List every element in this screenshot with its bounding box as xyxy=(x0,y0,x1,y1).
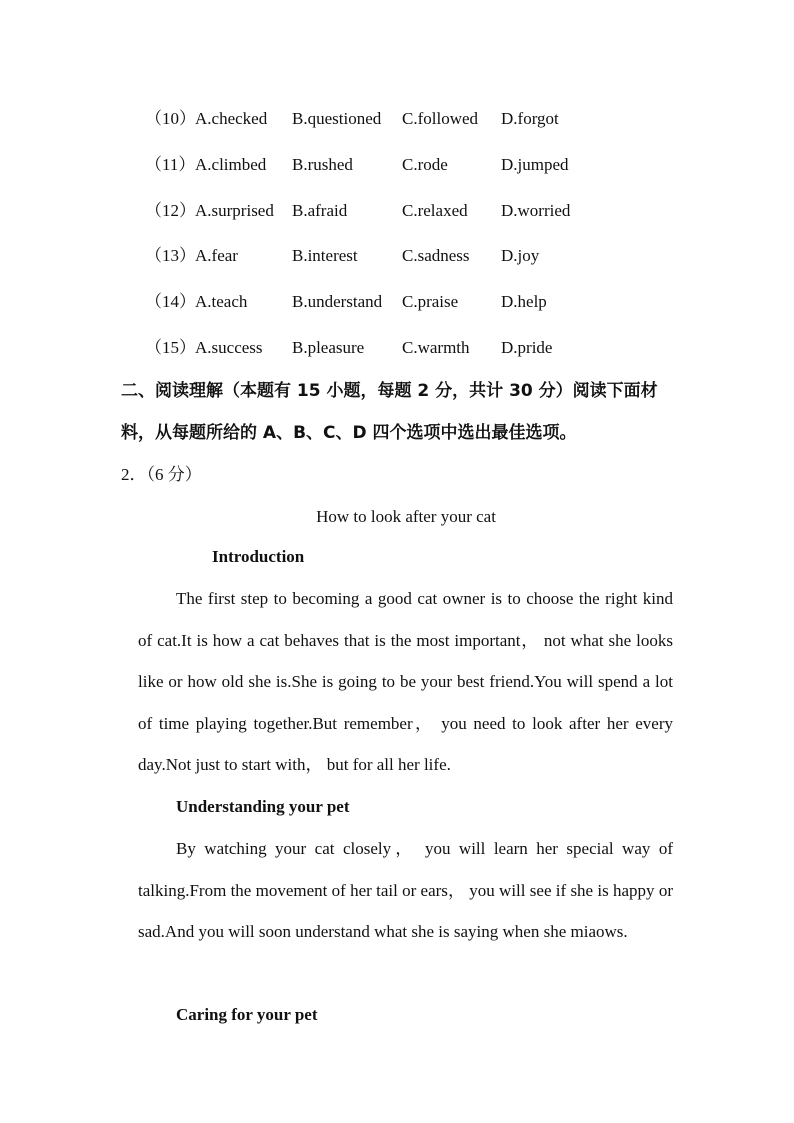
section-heading-line2: 料，从每题所给的 A、B、C、D 四个选项中选出最佳选项。 xyxy=(121,423,577,443)
option-b: B.questioned xyxy=(292,109,382,128)
option-d: D.help xyxy=(501,292,547,311)
option-c: C.followed xyxy=(402,109,479,128)
option-number: （10） xyxy=(145,109,196,128)
option-c: C.rode xyxy=(402,155,448,174)
option-a: A.success xyxy=(195,338,263,357)
option-a: A.fear xyxy=(195,246,238,265)
option-c: C.sadness xyxy=(402,246,470,265)
option-b: B.understand xyxy=(292,292,383,311)
option-b: B.interest xyxy=(292,246,358,265)
option-d: D.forgot xyxy=(501,109,559,128)
option-d: D.jumped xyxy=(501,155,569,174)
option-a: A.surprised xyxy=(195,201,274,220)
understanding-heading: Understanding your pet xyxy=(176,797,350,816)
option-a: A.climbed xyxy=(195,155,267,174)
option-b: B.rushed xyxy=(292,155,353,174)
passage-title: How to look after your cat xyxy=(316,507,496,526)
option-number: （15） xyxy=(145,338,196,357)
section-heading-line1: 二、阅读理解（本题有 15 小题，每题 2 分，共计 30 分）阅读下面材 xyxy=(121,381,658,401)
option-c: C.warmth xyxy=(402,338,470,357)
option-a: A.teach xyxy=(195,292,248,311)
option-c: C.praise xyxy=(402,292,459,311)
option-b: B.pleasure xyxy=(292,338,365,357)
option-number: （11） xyxy=(145,155,196,174)
intro-paragraph: The first step to becoming a good cat owner is to choose the right kind of cat.It is how a cat behaves that is the most important， not what she looks like or how old she is.She is going to be your best friend.You will spend a lot of time playing together.But remember， you need to look after her every day.Not just to start with， but for all her life. xyxy=(138,589,673,775)
option-number: （12） xyxy=(145,201,196,220)
caring-heading: Caring for your pet xyxy=(176,1005,318,1024)
option-d: D.worried xyxy=(501,201,571,220)
option-number: （14） xyxy=(145,292,196,311)
option-number: （13） xyxy=(145,246,196,265)
intro-heading: Introduction xyxy=(212,547,305,566)
option-b: B.afraid xyxy=(292,201,348,220)
understanding-paragraph: By watching your cat closely， you will learn her special way of talking.From the movement of her tail or ears， you will see if she is happy or sad.And you will soon understand what she is saying when she miaows. xyxy=(138,839,673,942)
option-a: A.checked xyxy=(195,109,268,128)
option-c: C.relaxed xyxy=(402,201,468,220)
question-number: 2．（6 分） xyxy=(121,465,202,484)
option-d: D.joy xyxy=(501,246,540,265)
option-d: D.pride xyxy=(501,338,553,357)
